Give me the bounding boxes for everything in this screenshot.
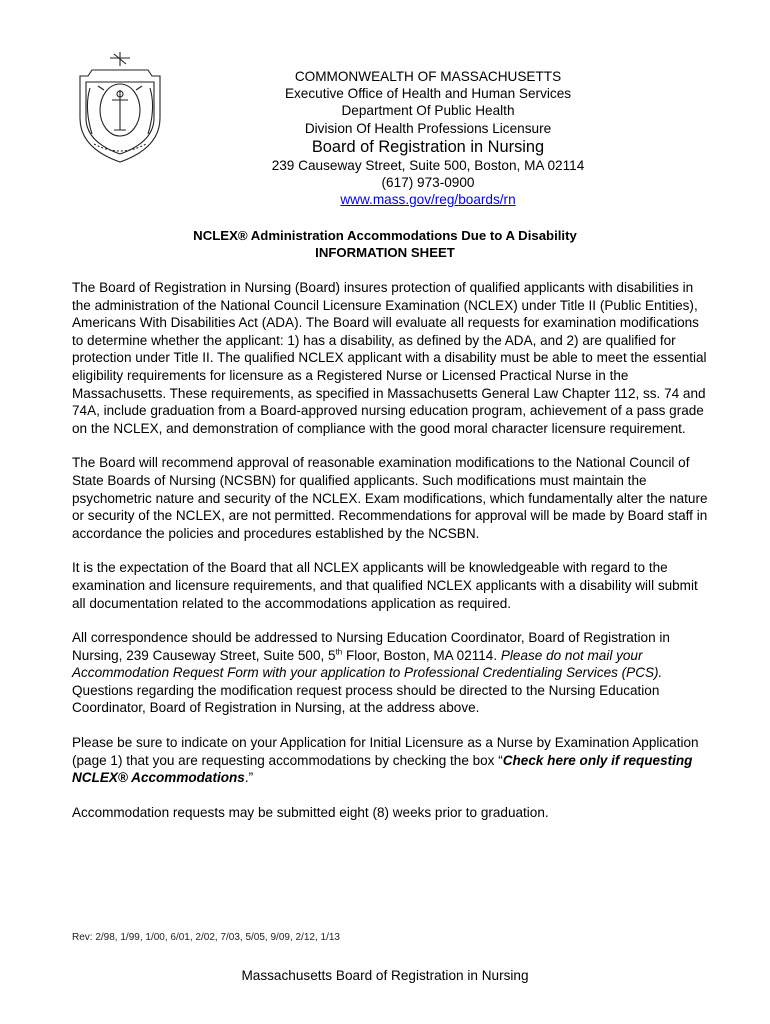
correspondence-warning: Please do not mail your Accommodation Request Form with your application to Professional Credentialing Services (PCS). (72, 647, 663, 681)
letterhead (250, 68, 606, 208)
title-line-2: INFORMATION SHEET (315, 245, 455, 261)
phone-line: (617) 973-0900 (381, 175, 475, 191)
paragraph-correspondence (72, 629, 712, 717)
correspondence-text-b: Floor, Boston, MA 02114. (342, 647, 498, 663)
correspondence-text-a: All correspondence should be addressed to Nursing Education Coordinator, Board of Registration in Nursing, 239 Causeway Street, Suite 500, 5 (72, 630, 670, 663)
department-line: Department Of Public Health (341, 103, 515, 119)
paragraph-application (72, 734, 712, 787)
board-name: Board of Registration in Nursing (311, 137, 545, 156)
address-line: 239 Causeway Street, Suite 500, Boston, MA 02114 (271, 157, 585, 173)
massachusetts-seal-icon (70, 48, 170, 166)
title-line-1: NCLEX® Administration Accommodations Due to A Disability (193, 228, 577, 243)
paragraph-expectation: It is the expectation of the Board that all NCLEX applicants will be knowledgeable with regard to the examination and licensure requirements, and that qualified NCLEX applicants with a disability will submit all documentation related to the accommodations application as required. (72, 560, 698, 611)
floor-superscript: th (335, 647, 343, 657)
document-body (72, 279, 712, 838)
website-link[interactable]: www.mass.gov/reg/boards/rn (340, 192, 516, 208)
checkbox-label-reference: Check here only if requesting NCLEX® Accommodations (72, 752, 693, 786)
paragraph-approval: The Board will recommend approval of reasonable examination modifications to the National Council of State Boards of Nursing (NCSBN) for qualified applicants. Such modifications must maintain the psychometric nature and security of the NCLEX. Exam modifications, which fundamentally alter the nature or security of the NCLEX, are not permitted. Recommendations for approval will be made by Board staff in accordance the policies and procedures established by the NCSBN. (72, 455, 708, 541)
application-text-a: Please be sure to indicate on your Application for Initial Licensure as a Nurse by Examination Application (page 1) that you are requesting accommodations by checking the box “ (72, 735, 699, 768)
revision-dates: Rev: 2/98, 1/99, 1/00, 6/01, 2/02, 7/03, 5/05, 9/09, 2/12, 1/13 (72, 932, 340, 943)
executive-office-line: Executive Office of Health and Human Services (284, 86, 572, 102)
commonwealth-line: COMMONWEALTH OF MASSACHUSETTS (294, 69, 562, 84)
paragraph-protection: The Board of Registration in Nursing (Board) insures protection of qualified applicants with disabilities in the administration of the National Council Licensure Examination (NCLEX) under Title II (Public Entities), Americans With Disabilities Act (ADA). The Board will evaluate all requests for examination modifications to determine whether the applicant: 1) has a disability, as defined by the ADA, and 2) are qualified for protection under Title II. The qualified NCLEX applicant with a disability must be able to meet the essential eligibility requirements for licensure as a Registered Nurse or Licensed Practical Nurse in the Massachusetts. These requirements, as specified in Massachusetts General Law Chapter 112, ss. 74 and 74A, include graduation from a Board-approved nursing education program, achievement of a pass grade on the NCLEX, and demonstration of compliance with the good moral character licensure requirement. (72, 280, 707, 436)
document-title (72, 227, 698, 262)
division-line: Division Of Health Professions Licensure (304, 120, 552, 136)
correspondence-text-c: Questions regarding the modification request process should be directed to the Nursing Education Coordinator, Board of Registration in Nursing, at the address above. (72, 682, 660, 716)
paragraph-timing: Accommodation requests may be submitted eight (8) weeks prior to graduation. (72, 804, 549, 820)
application-text-b: .” (244, 770, 254, 786)
page-footer: Massachusetts Board of Registration in Nursing (241, 968, 529, 983)
